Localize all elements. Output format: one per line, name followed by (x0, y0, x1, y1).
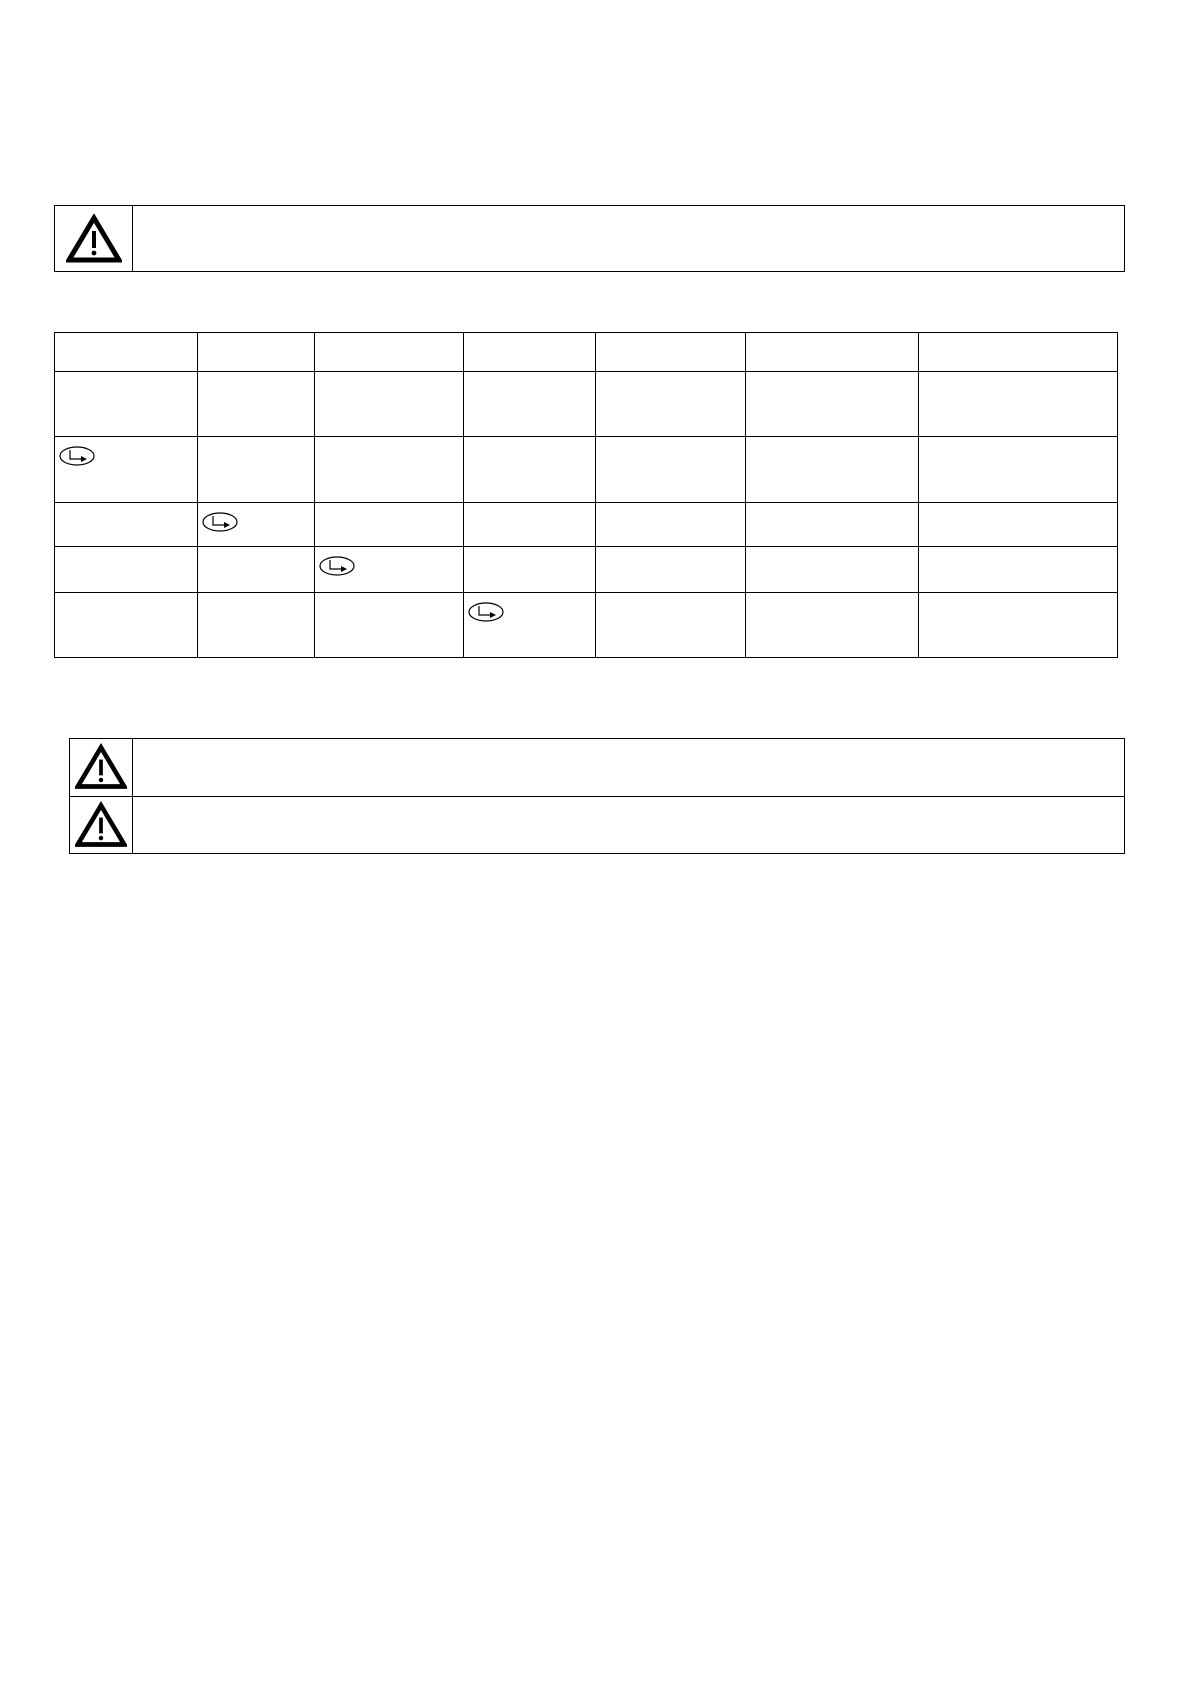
table-cell (464, 503, 596, 547)
table-cell (198, 372, 315, 437)
table-cell (464, 372, 596, 437)
table-cell (746, 372, 919, 437)
table-cell (596, 503, 746, 547)
table-cell (464, 547, 596, 593)
table-cell (315, 593, 464, 658)
settings-table (54, 332, 1118, 658)
table-cell (596, 333, 746, 372)
table-cell (55, 547, 198, 593)
table-row (55, 503, 1118, 547)
table-row (55, 437, 1118, 503)
warning-row (70, 739, 1124, 796)
table-cell (464, 593, 596, 658)
table-cell (315, 372, 464, 437)
table-cell (746, 437, 919, 503)
warning-icon-cell (70, 739, 133, 796)
table-cell (315, 333, 464, 372)
table-cell (919, 333, 1118, 372)
table-cell (198, 333, 315, 372)
table-cell (596, 372, 746, 437)
table-cell (315, 503, 464, 547)
table-cell (919, 372, 1118, 437)
warning-notice-bottom (69, 738, 1125, 854)
table-cell (746, 593, 919, 658)
table-cell (198, 503, 315, 547)
warning-triangle-icon (75, 801, 127, 849)
warning-text (133, 797, 1124, 854)
table-cell (919, 437, 1118, 503)
timer-arrow-icon (201, 511, 239, 533)
warning-triangle-icon (66, 214, 122, 264)
table-row (55, 372, 1118, 437)
warning-text (133, 206, 1124, 271)
table-cell (315, 547, 464, 593)
table-cell (596, 593, 746, 658)
table-cell (198, 547, 315, 593)
table-cell (919, 547, 1118, 593)
table-row (55, 547, 1118, 593)
table-cell (55, 503, 198, 547)
timer-arrow-icon (58, 445, 96, 467)
warning-row (70, 796, 1124, 854)
table-row (55, 593, 1118, 658)
table-cell (746, 547, 919, 593)
table-cell (596, 437, 746, 503)
table-cell (596, 547, 746, 593)
warning-icon-cell (70, 797, 133, 854)
table-cell (55, 437, 198, 503)
table-cell (746, 503, 919, 547)
warning-notice-top (54, 205, 1125, 272)
table-cell (464, 437, 596, 503)
table-cell (464, 333, 596, 372)
timer-arrow-icon (467, 601, 505, 623)
warning-triangle-icon (75, 743, 127, 791)
table-cell (919, 503, 1118, 547)
warning-icon-cell (55, 206, 133, 271)
table-cell (55, 372, 198, 437)
table-cell (746, 333, 919, 372)
table-cell (198, 593, 315, 658)
table-row (55, 333, 1118, 372)
table-cell (55, 333, 198, 372)
table-cell (315, 437, 464, 503)
table-cell (198, 437, 315, 503)
warning-text (133, 739, 1124, 796)
timer-arrow-icon (318, 555, 356, 577)
table-cell (919, 593, 1118, 658)
table-cell (55, 593, 198, 658)
